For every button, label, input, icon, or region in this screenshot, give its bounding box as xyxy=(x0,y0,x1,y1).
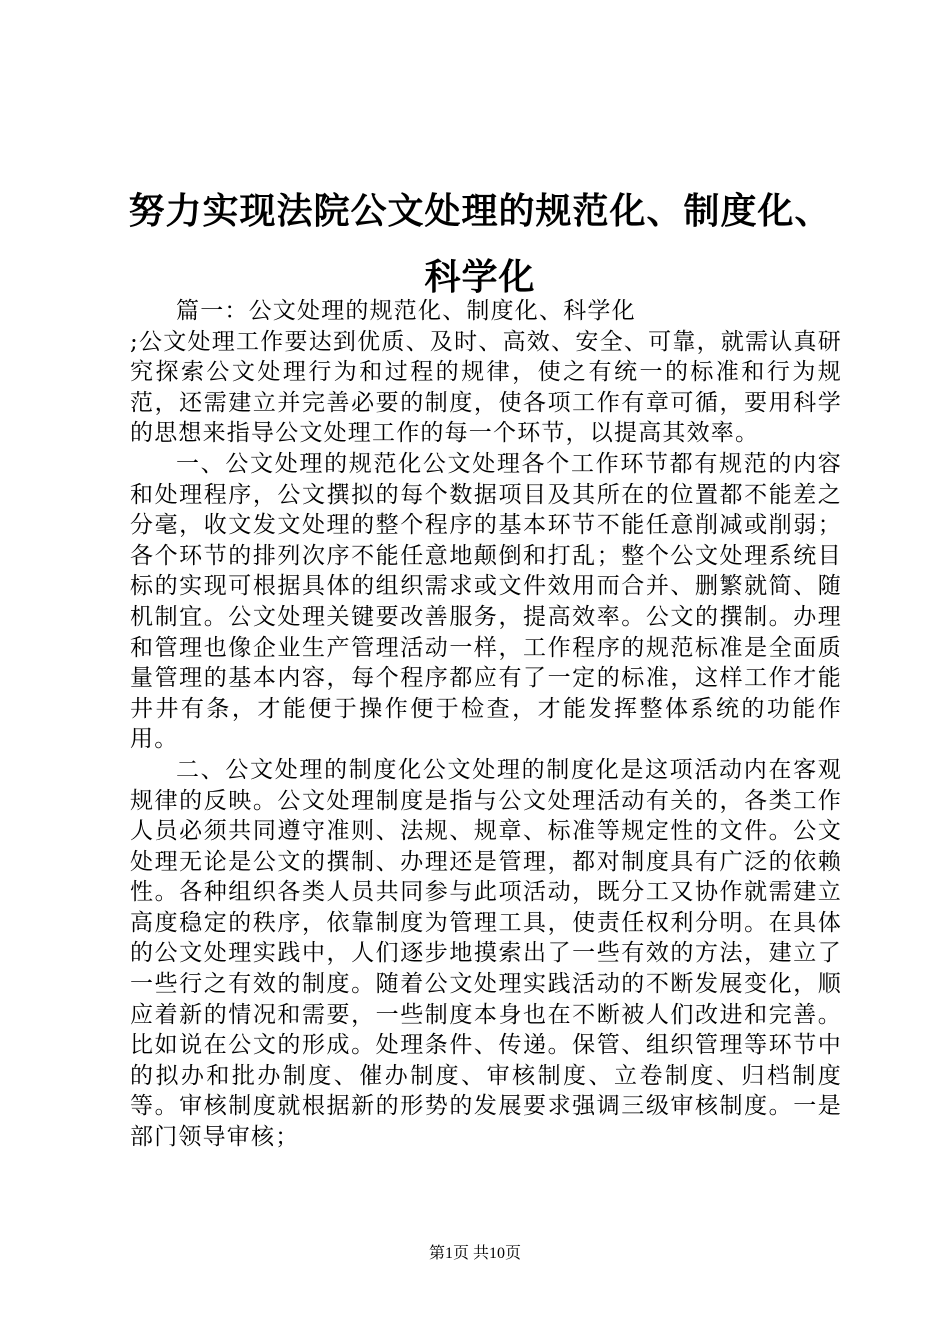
page-number-footer: 第1页 共10页 xyxy=(428,1245,521,1262)
section-heading: 篇一：公文处理的规范化、制度化、科学化 xyxy=(176,298,636,324)
body-paragraph-intro: ;公文处理工作要达到优质、及时、高效、安全、可靠，就需认真研究探索公文处理行为和过程的规律，使之有统一的标准和行为规范，还需建立并完善必要的制度，使各项工作有章可循，要用科学的思想来指导公文处理工作的每一个环节，以提高其效率。 xyxy=(130,328,842,447)
body-paragraph-normalization: 一、公文处理的规范化公文处理各个工作环节都有规范的内容和处理程序，公文撰拟的每个数据项目及其所在的位置都不能差之分毫，收文发文处理的整个程序的基本环节不能任意削减或削弱；各个环节的排列次序不能任意地颠倒和打乱；整个公文处理系统目标的实现可根据具体的组织需求或文件效用而合并、删繁就简、随机制宜。公文处理关键要改善服务，提高效率。公文的撰制。办理和管理也像企业生产管理活动一样，工作程序的规范标准是全面质量管理的基本内容，每个程序都应有了一定的标准，这样工作才能井井有条，才能便于操作便于检查，才能发挥整体系统的功能作用。 xyxy=(130,450,842,753)
document-title: 努力实现法院公文处理的规范化、制度化、科学化 xyxy=(128,190,832,298)
body-paragraph-institutionalization: 二、公文处理的制度化公文处理的制度化是这项活动内在客观规律的反映。公文处理制度是指与公文处理活动有关的，各类工作人员必须共同遵守准则、法规、规章、标准等规定性的文件。公文处理无论是公文的撰制、办理还是管理，都对制度具有广泛的依赖性。各种组织各类人员共同参与此项活动，既分工又协作就需建立高度稳定的秩序，依靠制度为管理工具，使责任权利分明。在具体的公文处理实践中，人们逐步地摸索出了一些有效的方法，建立了一些行之有效的制度。随着公文处理实践活动的不断发展变化，顺应着新的情况和需要，一些制度本身也在不断被人们改进和完善。比如说在公文的形成。处理条件、传递。保管、组织管理等环节中的拟办和批办制度、催办制度、审核制度、立卷制度、归档制度等。审核制度就根据新的形势的发展要求强调三级审核制度。一是部门领导审核； xyxy=(130,756,842,1151)
document-body xyxy=(130,296,842,1153)
